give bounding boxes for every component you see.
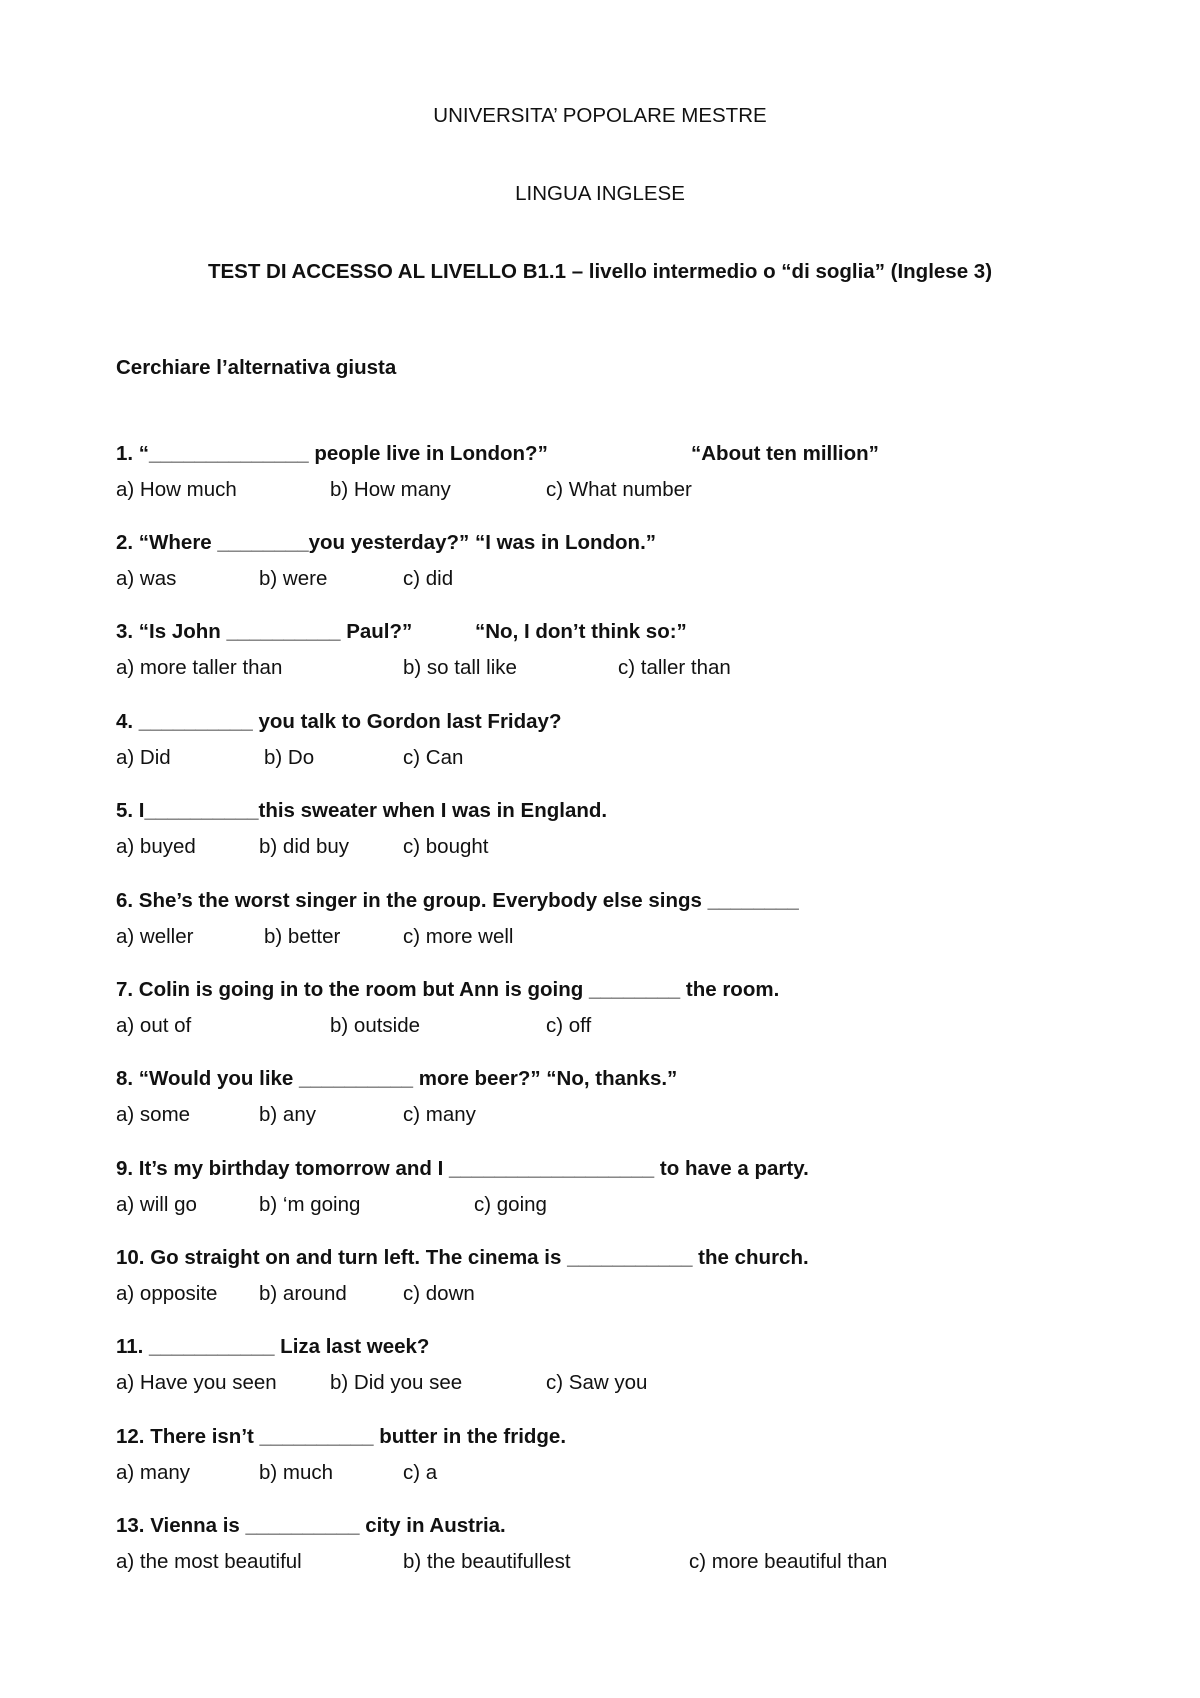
option-a[interactable]: a) Have you seen [116,1371,277,1394]
option-a[interactable]: a) How much [116,478,237,501]
option-b[interactable]: b) the beautifullest [403,1550,571,1573]
question-prompt: 6. She’s the worst singer in the group. Everybody else sings ________ [116,889,799,912]
question-prompt: 2. “Where ________you yesterday?” “I was in London.” [116,531,657,554]
option-c[interactable]: c) Can [403,746,464,769]
question-6 [116,888,1116,952]
question-13 [116,1513,1116,1577]
option-b[interactable]: b) Did you see [330,1371,463,1394]
option-c[interactable]: c) a [403,1461,438,1484]
option-a[interactable]: a) opposite [116,1282,218,1305]
course-name: LINGUA INGLESE [515,182,685,205]
question-prompt: 4. __________ you talk to Gordon last Friday? [116,710,562,733]
question-answer: “About ten million” [691,442,879,465]
option-b[interactable]: b) ‘m going [259,1193,361,1216]
option-a[interactable]: a) weller [116,925,194,948]
option-c[interactable]: c) going [474,1193,547,1216]
question-1 [116,441,1116,505]
option-b[interactable]: b) much [259,1461,334,1484]
question-8 [116,1066,1116,1130]
question-answer: “No, I don’t think so:” [475,620,687,643]
option-b[interactable]: b) better [264,925,341,948]
option-b[interactable]: b) so tall like [403,656,517,679]
school-name: UNIVERSITA’ POPOLARE MESTRE [433,104,767,127]
option-a[interactable]: a) was [116,567,177,590]
option-c[interactable]: c) down [403,1282,475,1305]
question-5 [116,798,1116,862]
option-a[interactable]: a) some [116,1103,191,1126]
question-7 [116,977,1116,1041]
option-a[interactable]: a) out of [116,1014,192,1037]
question-prompt: 10. Go straight on and turn left. The cinema is ___________ the church. [116,1246,809,1269]
question-4 [116,709,1116,773]
option-b[interactable]: b) outside [330,1014,421,1037]
option-a[interactable]: a) the most beautiful [116,1550,302,1573]
question-11 [116,1334,1116,1398]
question-prompt: 12. There isn’t __________ butter in the fridge. [116,1425,567,1448]
question-prompt: 5. I__________this sweater when I was in England. [116,799,608,822]
option-c[interactable]: c) taller than [618,656,731,679]
option-a[interactable]: a) buyed [116,835,196,858]
question-2 [116,530,1116,594]
option-a[interactable]: a) more taller than [116,656,283,679]
option-b[interactable]: b) around [259,1282,347,1305]
option-a[interactable]: a) Did [116,746,171,769]
instruction: Cerchiare l’alternativa giusta [116,356,397,379]
question-12 [116,1424,1116,1488]
question-prompt: 13. Vienna is __________ city in Austria. [116,1514,506,1537]
option-a[interactable]: a) will go [116,1193,197,1216]
question-10 [116,1245,1116,1309]
question-prompt: 9. It’s my birthday tomorrow and I __________________ to have a party. [116,1157,809,1180]
option-b[interactable]: b) did buy [259,835,350,858]
option-b[interactable]: b) Do [264,746,315,769]
question-prompt: 11. ___________ Liza last week? [116,1335,430,1358]
option-b[interactable]: b) How many [330,478,451,501]
question-9 [116,1156,1116,1220]
question-prompt: 8. “Would you like __________ more beer?” “No, thanks.” [116,1067,678,1090]
option-c[interactable]: c) more well [403,925,514,948]
option-b[interactable]: b) any [259,1103,316,1126]
question-prompt: 1. “______________ people live in London?” [116,442,548,465]
question-prompt: 3. “Is John __________ Paul?” [116,620,413,643]
test-title: TEST DI ACCESSO AL LIVELLO B1.1 – livello intermedio o “di soglia” (Inglese 3) [207,260,993,283]
option-c[interactable]: c) bought [403,835,489,858]
option-b[interactable]: b) were [259,567,328,590]
option-c[interactable]: c) did [403,567,454,590]
question-3 [116,619,1116,683]
option-c[interactable]: c) more beautiful than [689,1550,888,1573]
option-c[interactable]: c) many [403,1103,476,1126]
option-c[interactable]: c) Saw you [546,1371,648,1394]
option-c[interactable]: c) What number [546,478,692,501]
question-prompt: 7. Colin is going in to the room but Ann is going ________ the room. [116,978,780,1001]
option-c[interactable]: c) off [546,1014,592,1037]
option-a[interactable]: a) many [116,1461,191,1484]
